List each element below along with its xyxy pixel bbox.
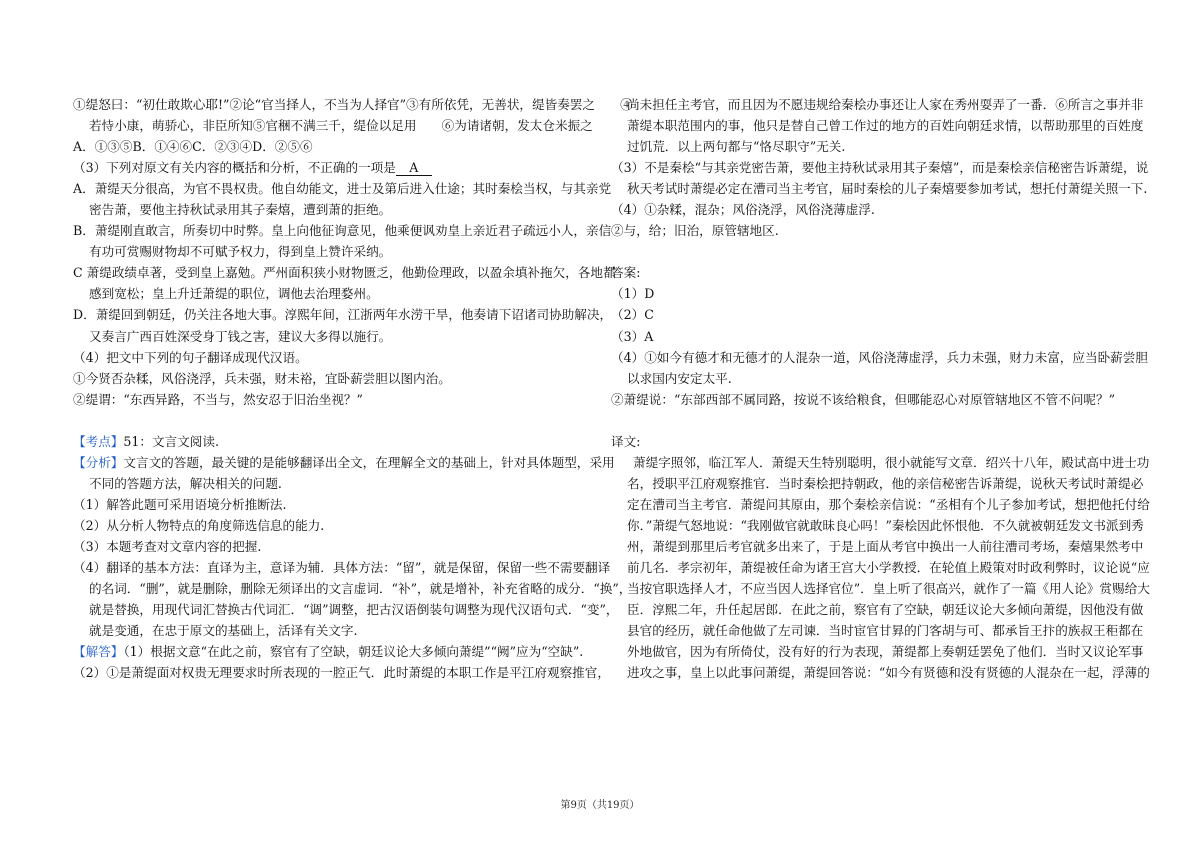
spacer — [73, 410, 593, 431]
translation-line: 县官的经历，就任命他做了左司谏．当时宦官甘昪的门客胡与可、都承旨王抃的族叔王秬都在 — [627, 623, 1144, 639]
analysis-cont: 的名词．“删”，就是删除，删除无须译出的文言虚词．“补”，就是增补，补充省略的成分．“换”， — [89, 581, 632, 597]
spacer — [611, 410, 1129, 431]
jieda-3-cont: 秋天考试时萧缇必定在漕司当主考官，届时秦桧的儿子秦熺要参加考试，想托付萧缇关照一下. — [627, 181, 1148, 197]
translation-line: 外地做官，因为有所倚仗，没有好的行为表现，萧缇都上奏朝廷罢免了他们．当时又议论军事 — [627, 644, 1144, 660]
question-3-answer-blank: A — [396, 161, 432, 176]
analysis-line: （3）本题考查对文章内容的把握. — [73, 538, 262, 554]
jieda-line — [73, 641, 593, 662]
question-option-line: 若恃小康，萌骄心，非臣所知⑤官稇不满三千，缇俭以足用 ⑥为请诸朝，发太仓米振之 — [89, 118, 593, 134]
question-3-text: （3）下列对原文有关内容的概括和分析，不正确的一项是 — [73, 160, 396, 176]
analysis-line: （2）从分析人物特点的角度筛选信息的能力. — [73, 517, 325, 533]
analysis-line: （4）翻译的基本方法：直译为主，意译为辅．具体方法：“留”，就是保留，保留一些不需要翻译 — [73, 560, 611, 576]
spacer — [611, 241, 1129, 262]
question-choices: A．①③⑤B．①④⑥C．②③④D．②⑤⑥ — [73, 139, 313, 155]
option-a-line: A．萧缇天分很高，为官不畏权贵。他自幼能文，进士及第后进入仕途；其时秦桧当权，与其亲党 — [73, 181, 612, 197]
jieda-cont: 尚未担任主考官，而且因为不愿违规给秦桧办事还让人家在秀州耍弄了一番．⑥所言之事并非 — [627, 97, 1144, 112]
fenxi-line — [73, 452, 615, 473]
option-a-cont: 密告萧，要他主持秋试录用其子秦熺，遭到萧的拒绝。 — [89, 202, 392, 218]
question-option-line: ①缇怒曰：“初仕敢欺心耶!”②论“官当择人，不当为人择官”③有所依凭，无善状，缇皆奏罢之 ④ — [73, 97, 633, 112]
translation-label: 译文: — [611, 433, 641, 449]
option-c-cont: 感到宽松；皇上升迁萧缇的职位，调他去治理婺州。 — [89, 286, 379, 302]
fenxi-tag: 【分析】 — [73, 454, 124, 470]
answer-item: （1）D — [611, 286, 655, 302]
kaodian-line — [73, 431, 593, 452]
analysis-line: （1）解答此题可采用语境分析推断法. — [73, 496, 287, 512]
question-4-sentence: ②缇谓：“东西异路，不当与，然安忍于旧治坐视？” — [73, 391, 363, 407]
question-4-sentence: ①今贤否杂糅，风俗浇浮，兵未强，财未裕，宜卧薪尝胆以图内治。 — [73, 370, 451, 386]
translation-line: 你．”萧缇气怒地说：“我刚做官就敢昧良心吗！”秦桧因此怀恨他．不久就被朝廷发文书派到秀 — [627, 517, 1144, 533]
jieda-4-line: ②与，给；旧治，原管辖地区. — [611, 223, 779, 239]
jieda-3-line: （3）不是秦桧“与其亲党密告萧，要他主持秋试录用其子秦熺”，而是秦桧亲信秘密告诉萧缇，说 — [611, 160, 1149, 176]
translation-line: 当按官职选择人才，不应当因人选择官位”．皇上听了很高兴，就作了一篇《用人论》赏赐给大 — [627, 581, 1150, 597]
jieda-tag: 【解答】 — [73, 644, 124, 660]
option-b-cont: 有功可赏赐财物却不可赋予权力，得到皇上赞许采纳。 — [89, 244, 392, 260]
fenxi-text: 文言文的答题，最关键的是能够翻译出全文，在理解全文的基础上，针对具体题型，采用 — [123, 454, 615, 470]
kaodian-tag: 【考点】 — [73, 433, 124, 449]
translation-line: 名，授职平江府观察推官．当时秦桧把持朝政，他的亲信秘密告诉萧缇，说秋天考试时萧缇必 — [627, 475, 1144, 491]
analysis-cont: 就是变通，在忠于原文的基础上，活译有关文字. — [89, 623, 358, 639]
translation-line: 臣．淳熙二年，升任起居郎．在此之前，察官有了空缺，朝廷议论大多倾向萧缇，因他没有做 — [627, 602, 1144, 618]
jieda-line-2: （2）①是萧缇面对权贵无理要求时所表现的一腔正气．此时萧缇的本职工作是平江府观察推官， — [73, 665, 610, 681]
translation-line: 前几名．孝宗初年，萧缇被任命为诸王宫大小学教授．在轮值上殿策对时政利弊时，议论说“应 — [627, 560, 1150, 576]
answer-item: （2）C — [611, 307, 654, 323]
jieda-cont: 过饥荒．以上两句都与“恪尽职守”无关. — [627, 139, 846, 155]
answer-item: （3）A — [611, 328, 654, 344]
right-column — [611, 94, 1150, 683]
translation-line: 萧缇字照邻，临江军人．萧缇天生特别聪明，很小就能写文章．绍兴十八年，殿试高中进士功 — [633, 454, 1150, 470]
option-b-line: B．萧缇刚直敢言，所奏切中时弊。皇上向他征询意见，他乘便讽劝皇上亲近君子疏远小人，亲信 — [73, 223, 612, 239]
kaodian-text: 51：文言文阅读. — [123, 433, 219, 449]
analysis-cont: 就是替换，用现代词汇替换古代词汇．“调”调整，把古汉语倒装句调整为现代汉语句式．“变”， — [89, 602, 619, 618]
jieda-text: （1）根据文意“在此之前，察官有了空缺，朝廷议论大多倾向萧缇”“阙”应为“空缺”. — [123, 644, 584, 660]
translation-line: 州，萧缇到那里后考官就多出来了，于是上面从考官中换出一人前往漕司考场，秦熺果然考中 — [627, 538, 1144, 554]
option-d-line: D．萧缇回到朝廷，仍关注各地大事。淳熙年间，江浙两年水涝干旱，他奏请下诏诸司协助解决， — [73, 307, 613, 323]
option-c-line: C 萧缇政绩卓著，受到皇上嘉勉。严州面积狭小财物匮乏，他勤俭理政，以盈余填补拖欠，各地都 — [73, 265, 616, 281]
answer-item-4-second: ②萧缇说：“东部西部不属同路，按说不该给粮食，但哪能忍心对原管辖地区不管不问呢？” — [611, 391, 1116, 407]
jieda-cont: 萧缇本职范围内的事，他只是替自己曾工作过的地方的百姓向朝廷求情，以帮助那里的百姓度 — [627, 118, 1144, 134]
answer-item-4-cont: 以求国内安定太平. — [627, 370, 732, 386]
question-3-stem — [73, 157, 593, 178]
answer-label: 答案: — [611, 265, 641, 281]
fenxi-cont: 不同的答题方法，解决相关的问题. — [89, 475, 282, 491]
page-footer: 第9页（共19页） — [560, 800, 640, 811]
jieda-4-line: （4）①杂糅，混杂；风俗浇浮，风俗浇薄虚浮. — [611, 202, 875, 218]
question-4-stem: （4）把文中下列的句子翻译成现代汉语。 — [73, 349, 308, 365]
translation-line: 进攻之事，皇上以此事问萧缇，萧缇回答说：“如今有贤德和没有贤德的人混杂在一起，浮薄的 — [627, 665, 1150, 681]
answer-item-4: （4）①如今有德才和无德才的人混杂一道，风俗浇薄虚浮，兵力未强，财力未富，应当卧薪尝胆 — [611, 349, 1148, 365]
translation-line: 定在漕司当主考官．萧缇问其原由，那个秦桧亲信说：“丞相有个儿子参加考试，想把他托付给 — [627, 496, 1150, 512]
option-d-cont: 又奏言广西百姓深受身丁钱之害，建议大多得以施行。 — [89, 328, 392, 344]
